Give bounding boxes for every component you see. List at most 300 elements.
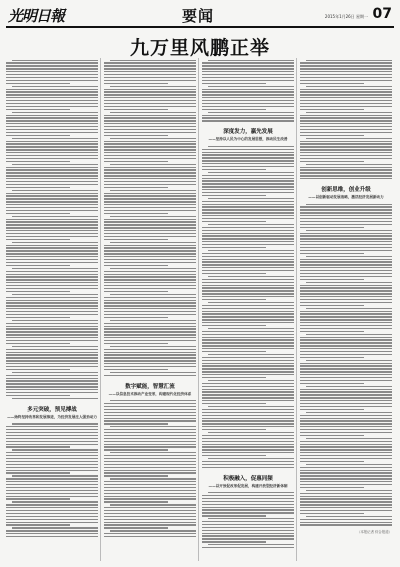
- text-line: [300, 420, 392, 421]
- text-line: [306, 204, 392, 205]
- text-line: [300, 132, 392, 133]
- text-line: [208, 172, 294, 173]
- text-line: [6, 120, 98, 121]
- text-line: [300, 238, 392, 239]
- text-line: [104, 239, 168, 240]
- text-line: [110, 400, 196, 401]
- text-line: [6, 392, 98, 393]
- text-line: [202, 435, 294, 436]
- text-line: [202, 270, 294, 271]
- column-1: [6, 58, 101, 561]
- text-line: [202, 524, 294, 525]
- text-line: [6, 201, 98, 202]
- text-line: [300, 241, 392, 242]
- text-line: [6, 300, 98, 301]
- text-line: [6, 204, 98, 205]
- article-columns: [6, 58, 394, 561]
- text-line: [202, 117, 294, 118]
- text-line: [6, 97, 98, 98]
- text-line: [12, 112, 98, 113]
- text-line: [202, 365, 294, 366]
- text-line: [104, 403, 196, 404]
- text-line: [6, 146, 98, 147]
- text-line: [12, 475, 98, 476]
- text-line: [104, 198, 196, 199]
- text-line: [6, 354, 98, 355]
- text-line: [6, 455, 98, 456]
- text-line: [300, 100, 392, 101]
- text-line: [6, 155, 98, 156]
- text-line: [300, 106, 392, 107]
- text-line: [208, 112, 294, 113]
- text-line: [300, 342, 392, 343]
- text-line: [300, 472, 392, 473]
- text-line: [202, 94, 294, 95]
- text-line: [6, 349, 98, 350]
- text-line: [6, 167, 98, 168]
- subheading: 数字赋能，智慧汇流: [125, 383, 175, 390]
- text-line: [300, 94, 392, 95]
- text-line: [6, 446, 70, 447]
- text-line: [202, 374, 294, 375]
- text-line: [104, 271, 196, 272]
- text-line: [104, 498, 196, 499]
- text-line: [202, 391, 294, 392]
- text-line: [104, 201, 196, 202]
- text-line: [6, 141, 98, 142]
- text-line: [202, 282, 294, 283]
- body-text: [300, 58, 392, 181]
- text-line: [300, 149, 392, 150]
- text-line: [6, 262, 98, 263]
- text-line: [6, 187, 70, 188]
- text-line: [104, 109, 168, 110]
- text-line: [208, 354, 294, 355]
- subheading: 多元突破，预见搏战: [27, 406, 77, 413]
- subheading-deck: ——坚持以人民为中心的发展思想，推动民生改善: [208, 137, 288, 142]
- text-line: [202, 377, 266, 378]
- text-line: [6, 340, 98, 341]
- text-line: [300, 365, 392, 366]
- text-line: [6, 291, 70, 292]
- text-line: [300, 305, 364, 306]
- text-line: [300, 498, 392, 499]
- text-line: [104, 117, 196, 118]
- text-line: [104, 308, 196, 309]
- text-line: [12, 268, 98, 269]
- text-line: [104, 135, 168, 136]
- text-line: [104, 262, 196, 263]
- text-line: [12, 242, 98, 243]
- byline-note: （本报记者 综合报道）: [357, 530, 392, 535]
- text-line: [202, 204, 294, 205]
- text-line: [6, 259, 98, 260]
- text-line: [6, 250, 98, 251]
- text-line: [208, 224, 294, 225]
- text-line: [104, 100, 196, 101]
- text-line: [202, 154, 294, 155]
- text-line: [202, 178, 294, 179]
- text-line: [6, 467, 98, 468]
- text-line: [110, 242, 196, 243]
- text-line: [300, 103, 392, 104]
- text-line: [202, 247, 266, 248]
- text-line: [300, 250, 392, 251]
- text-line: [300, 345, 392, 346]
- text-line: [300, 227, 364, 228]
- text-line: [202, 438, 294, 439]
- text-line: [306, 60, 392, 61]
- text-line: [6, 484, 98, 485]
- text-line: [306, 386, 392, 387]
- text-line: [104, 340, 196, 341]
- text-line: [6, 68, 98, 69]
- text-line: [300, 109, 364, 110]
- text-line: [6, 464, 98, 465]
- text-line: [12, 501, 98, 502]
- text-line: [6, 452, 98, 453]
- text-line: [6, 210, 98, 211]
- text-line: [110, 504, 196, 505]
- text-line: [202, 264, 294, 265]
- text-line: [6, 236, 98, 237]
- text-line: [202, 157, 294, 158]
- text-line: [104, 490, 196, 491]
- text-line: [202, 163, 294, 164]
- text-line: [300, 423, 392, 424]
- text-line: [300, 481, 392, 482]
- text-line: [110, 372, 196, 373]
- text-line: [202, 287, 294, 288]
- text-line: [202, 412, 294, 413]
- text-line: [104, 323, 196, 324]
- text-line: [300, 175, 392, 176]
- text-line: [104, 132, 196, 133]
- text-line: [300, 441, 392, 442]
- text-line: [104, 493, 196, 494]
- text-line: [6, 245, 98, 246]
- text-line: [104, 406, 196, 407]
- text-line: [300, 71, 392, 72]
- text-line: [12, 372, 98, 373]
- text-line: [208, 518, 294, 519]
- text-line: [300, 273, 392, 274]
- text-line: [202, 227, 294, 228]
- text-line: [202, 541, 266, 542]
- text-line: [110, 190, 196, 191]
- text-line: [300, 218, 392, 219]
- text-line: [300, 383, 364, 384]
- text-line: [12, 86, 98, 87]
- text-line: [300, 224, 392, 225]
- text-line: [202, 218, 294, 219]
- text-line: [6, 74, 98, 75]
- text-line: [202, 233, 294, 234]
- text-line: [202, 368, 294, 369]
- text-line: [202, 423, 294, 424]
- text-line: [104, 178, 196, 179]
- text-line: [300, 496, 392, 497]
- text-line: [12, 190, 98, 191]
- text-line: [202, 444, 294, 445]
- text-line: [300, 293, 392, 294]
- text-line: [202, 106, 294, 107]
- text-line: [12, 346, 98, 347]
- text-line: [6, 395, 70, 396]
- text-line: [202, 415, 294, 416]
- text-line: [104, 470, 196, 471]
- text-line: [300, 302, 392, 303]
- text-line: [6, 470, 98, 471]
- text-line: [202, 279, 294, 280]
- text-line: [12, 423, 98, 424]
- text-line: [202, 461, 294, 462]
- text-line: [300, 374, 392, 375]
- text-line: [202, 357, 294, 358]
- text-line: [306, 230, 392, 231]
- text-line: [202, 535, 294, 536]
- subheading-deck: ——以开放促改革促发展，构建开放型经济新体制: [208, 483, 288, 488]
- text-line: [6, 282, 98, 283]
- text-line: [202, 426, 294, 427]
- text-line: [104, 432, 196, 433]
- text-line: [300, 161, 364, 162]
- text-line: [104, 536, 196, 537]
- text-line: [6, 435, 98, 436]
- text-line: [202, 409, 294, 410]
- text-line: [104, 233, 196, 234]
- text-line: [6, 161, 70, 162]
- text-line: [202, 363, 294, 364]
- text-line: [202, 325, 266, 326]
- text-line: [104, 274, 196, 275]
- text-line: [202, 452, 294, 453]
- text-line: [6, 510, 98, 511]
- text-line: [202, 446, 294, 447]
- text-line: [110, 60, 196, 61]
- text-line: [306, 308, 392, 309]
- text-line: [110, 426, 196, 427]
- text-line: [6, 62, 98, 63]
- text-line: [300, 143, 392, 144]
- text-line: [6, 360, 98, 361]
- text-line: [202, 189, 294, 190]
- body-text: [6, 58, 98, 401]
- text-line: [104, 123, 196, 124]
- text-line: [104, 149, 196, 150]
- text-line: [202, 149, 294, 150]
- text-line: [306, 256, 392, 257]
- text-line: [202, 501, 294, 502]
- text-line: [6, 115, 98, 116]
- text-line: [104, 357, 196, 358]
- text-line: [6, 311, 98, 312]
- text-line: [104, 89, 196, 90]
- text-line: [104, 354, 196, 355]
- text-line: [6, 198, 98, 199]
- text-line: [300, 519, 392, 520]
- text-line: [202, 345, 294, 346]
- text-line: [110, 320, 196, 321]
- text-line: [300, 400, 392, 401]
- text-line: [104, 291, 168, 292]
- text-line: [300, 83, 364, 84]
- text-line: [104, 175, 196, 176]
- text-line: [6, 426, 98, 427]
- text-line: [300, 339, 392, 340]
- text-line: [202, 206, 294, 207]
- body-text: [104, 58, 196, 378]
- text-line: [202, 71, 294, 72]
- text-line: [300, 328, 392, 329]
- text-line: [202, 316, 294, 317]
- text-line: [202, 212, 294, 213]
- text-line: [300, 348, 392, 349]
- text-line: [300, 354, 392, 355]
- text-line: [202, 241, 294, 242]
- text-line: [300, 493, 392, 494]
- text-line: [12, 527, 98, 528]
- text-line: [104, 213, 168, 214]
- text-line: [300, 475, 392, 476]
- text-line: [6, 253, 98, 254]
- text-line: [12, 60, 98, 61]
- text-line: [6, 458, 98, 459]
- text-line: [104, 245, 196, 246]
- text-line: [6, 487, 98, 488]
- newspaper-logo: 光明日報: [8, 7, 65, 25]
- text-line: [104, 181, 196, 182]
- text-line: [6, 80, 98, 81]
- text-line: [300, 510, 392, 511]
- text-line: [300, 89, 392, 90]
- text-line: [6, 158, 98, 159]
- text-line: [6, 271, 98, 272]
- text-line: [6, 288, 98, 289]
- text-line: [104, 120, 196, 121]
- text-line: [104, 317, 168, 318]
- text-line: [202, 515, 266, 516]
- text-line: [208, 302, 294, 303]
- text-line: [104, 71, 196, 72]
- text-line: [202, 371, 294, 372]
- text-line: [6, 323, 98, 324]
- text-line: [208, 60, 294, 61]
- text-line: [104, 94, 196, 95]
- text-line: [300, 172, 392, 173]
- text-line: [6, 129, 98, 130]
- text-line: [104, 172, 196, 173]
- text-line: [202, 504, 294, 505]
- text-line: [202, 62, 294, 63]
- text-line: [300, 397, 392, 398]
- text-line: [306, 86, 392, 87]
- text-line: [202, 337, 294, 338]
- text-line: [300, 313, 392, 314]
- text-line: [300, 68, 392, 69]
- text-line: [6, 135, 70, 136]
- text-line: [208, 86, 294, 87]
- text-line: [202, 509, 294, 510]
- text-line: [104, 302, 196, 303]
- text-line: [202, 160, 294, 161]
- text-line: [202, 221, 266, 222]
- text-line: [300, 267, 392, 268]
- text-line: [300, 467, 392, 468]
- text-line: [202, 89, 294, 90]
- text-line: [104, 326, 196, 327]
- text-line: [202, 322, 294, 323]
- text-line: [6, 516, 98, 517]
- text-line: [300, 135, 364, 136]
- text-line: [104, 204, 196, 205]
- text-line: [6, 285, 98, 286]
- text-line: [300, 77, 392, 78]
- text-line: [202, 530, 294, 531]
- text-line: [6, 219, 98, 220]
- text-line: [104, 510, 196, 511]
- text-line: [202, 103, 294, 104]
- text-line: [104, 155, 196, 156]
- text-line: [300, 152, 392, 153]
- text-line: [104, 458, 196, 459]
- text-line: [104, 420, 196, 421]
- text-line: [6, 65, 98, 66]
- text-line: [104, 253, 196, 254]
- text-line: [208, 458, 294, 459]
- text-line: [202, 68, 294, 69]
- text-line: [300, 123, 392, 124]
- text-line: [6, 334, 98, 335]
- text-line: [202, 109, 266, 110]
- text-line: [6, 533, 98, 534]
- text-line: [300, 501, 392, 502]
- text-line: [300, 270, 392, 271]
- text-line: [202, 259, 294, 260]
- text-line: [6, 524, 70, 525]
- text-line: [300, 470, 392, 471]
- text-line: [6, 530, 98, 531]
- text-line: [306, 516, 392, 517]
- text-line: [12, 164, 98, 165]
- text-line: [104, 429, 196, 430]
- text-line: [208, 276, 294, 277]
- text-line: [104, 438, 196, 439]
- text-line: [202, 77, 294, 78]
- text-line: [6, 444, 98, 445]
- text-line: [104, 129, 196, 130]
- text-line: [202, 195, 266, 196]
- text-line: [202, 533, 294, 534]
- text-line: [110, 452, 196, 453]
- text-line: [202, 83, 266, 84]
- text-line: [104, 152, 196, 153]
- text-line: [104, 334, 196, 335]
- text-line: [202, 547, 294, 548]
- text-line: [6, 302, 98, 303]
- text-line: [300, 415, 392, 416]
- text-line: [6, 181, 98, 182]
- text-line: [104, 158, 196, 159]
- text-line: [6, 169, 98, 170]
- text-line: [12, 320, 98, 321]
- text-line: [6, 357, 98, 358]
- text-line: [104, 533, 196, 534]
- text-line: [300, 120, 392, 121]
- text-line: [208, 492, 294, 493]
- text-line: [300, 261, 392, 262]
- text-line: [300, 322, 392, 323]
